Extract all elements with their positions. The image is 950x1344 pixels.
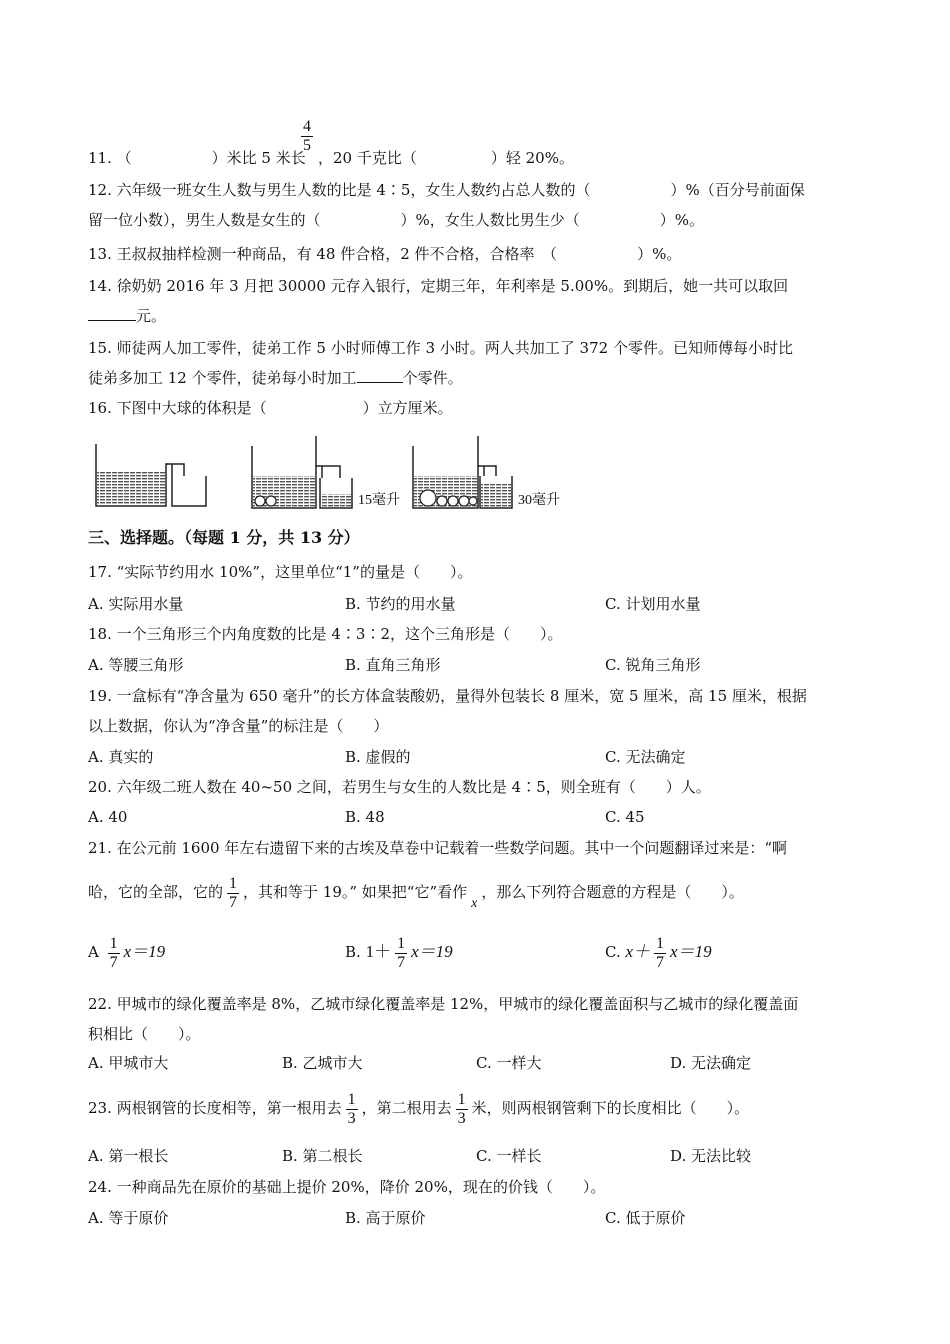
option-c[interactable]: C. 一样大	[476, 1054, 542, 1072]
option-b[interactable]: B. 第二根长	[282, 1147, 363, 1165]
question-20: 20. 六年级二班人数在 40~50 之间，若男生与女生的人数比是 4∶5，则全班有（ ）人。	[88, 778, 711, 796]
option-a[interactable]: A. 甲城市大	[88, 1054, 169, 1072]
option-c[interactable]: C. 无法确定	[605, 748, 686, 766]
question-16: 16. 下图中大球的体积是（ ）立方厘米。	[88, 399, 453, 417]
option-c[interactable]: C. 45	[605, 808, 645, 826]
volume-figure	[88, 436, 588, 516]
option-c[interactable]: C. x＋ $\frac{1}{7}$ x＝19	[605, 934, 712, 971]
fraction-1-3: $\frac{1}{3}$	[347, 1090, 356, 1127]
small-ball	[469, 497, 477, 505]
small-ball	[448, 496, 458, 506]
option-b[interactable]: B. 直角三角形	[345, 656, 441, 674]
question-18: 18. 一个三角形三个内角度数的比是 4∶3∶2，这个三角形是（ ）。	[88, 625, 563, 643]
fraction-1-3: $\frac{1}{3}$	[457, 1090, 466, 1127]
question-19-line-1: 19. 一盒标有“净含量为 650 毫升”的长方体盒装酸奶，量得外包装长 8 厘米，宽 5 厘米，高 15 厘米，根据	[88, 687, 807, 705]
question-15-line-2: 徒弟多加工 12 个零件，徒弟每小时加工 个零件。	[88, 369, 463, 387]
volume-label-30ml: 30毫升	[518, 493, 560, 508]
option-c[interactable]: C. 计划用水量	[605, 595, 701, 613]
option-a[interactable]: A. 等腰三角形	[88, 656, 184, 674]
question-14-line-1: 14. 徐奶奶 2016 年 3 月把 30000 元存入银行，定期三年，年利率是 5.00%。到期后，她一共可以取回	[88, 277, 789, 295]
question-13: 13. 王叔叔抽样检测一种商品，有 48 件合格，2 件不合格，合格率 （ ）%。	[88, 245, 682, 263]
question-21-line-2: 哈，它的全部，它的 $\frac{1}{7}$ ，其和等于 19。” 如果把“它”看作x，那么下列符合题意的方程是（ ）。	[88, 874, 744, 911]
option-b[interactable]: B. 高于原价	[345, 1209, 426, 1227]
option-b[interactable]: B. 48	[345, 808, 385, 826]
volume-label-15ml: 15毫升	[358, 493, 400, 508]
question-15-line-1: 15. 师徒两人加工零件，徒弟工作 5 小时师傅工作 3 小时。两人共加工了 372 个零件。已知师傅每小时比	[88, 339, 793, 357]
container-3	[413, 436, 512, 508]
option-d[interactable]: D. 无法比较	[670, 1147, 752, 1165]
question-23: 23. 两根钢管的长度相等，第一根用去 $\frac{1}{3}$ ，第二根用去 $\frac{1}{3}$ 米，则两根钢管剩下的长度相比（ ）。	[88, 1090, 750, 1127]
answer-blank[interactable]	[88, 320, 136, 321]
option-a[interactable]: A. 第一根长	[88, 1147, 169, 1165]
question-22-line-2: 积相比（ ）。	[88, 1025, 201, 1043]
container-2	[252, 436, 352, 508]
option-b[interactable]: B. 节约的用水量	[345, 595, 456, 613]
option-a[interactable]: A. 40	[88, 808, 128, 826]
container-1	[96, 444, 206, 506]
section-3-heading: 三、选择题。（每题 1 分，共 13 分）	[88, 528, 360, 547]
small-ball	[255, 496, 265, 506]
question-11: 11. （ ）米比 5 米长	[88, 149, 306, 167]
option-a[interactable]: A. 等于原价	[88, 1209, 169, 1227]
option-c[interactable]: C. 锐角三角形	[605, 656, 701, 674]
option-a[interactable]: A $\frac{1}{7}$ x＝19	[88, 934, 166, 971]
option-b[interactable]: B. 虚假的	[345, 748, 411, 766]
fraction-1-7: $\frac{1}{7}$	[229, 874, 238, 911]
fraction-1-7: $\frac{1}{7}$	[397, 934, 406, 971]
small-ball	[459, 496, 469, 506]
option-a[interactable]: A. 实际用水量	[88, 595, 184, 613]
fraction-4-5: $\frac{4}{5}$	[303, 118, 311, 154]
option-a[interactable]: A. 真实的	[88, 748, 154, 766]
question-22-line-1: 22. 甲城市的绿化覆盖率是 8%，乙城市绿化覆盖率是 12%，甲城市的绿化覆盖面积与乙城市的绿化覆盖面	[88, 995, 799, 1013]
option-b[interactable]: B. 1＋ $\frac{1}{7}$ x＝19	[345, 934, 453, 971]
small-ball	[266, 496, 276, 506]
small-ball	[437, 496, 447, 506]
question-12-line-2: 留一位小数），男生人数是女生的（ ）%，女生人数比男生少（ ）%。	[88, 211, 705, 229]
option-c[interactable]: C. 低于原价	[605, 1209, 686, 1227]
question-12-line-1: 12. 六年级一班女生人数与男生人数的比是 4∶5，女生人数约占总人数的（ ）%（百分号前面保	[88, 181, 805, 199]
option-d[interactable]: D. 无法确定	[670, 1054, 752, 1072]
question-19-line-2: 以上数据，你认为“净含量”的标注是（ ）	[88, 717, 389, 735]
fraction-1-7: $\frac{1}{7}$	[656, 934, 665, 971]
big-ball	[420, 490, 436, 506]
answer-blank[interactable]	[357, 382, 403, 383]
question-14-line-2: 元。	[88, 306, 166, 326]
fraction-1-7: $\frac{1}{7}$	[109, 934, 118, 971]
question-21-line-1: 21. 在公元前 1600 年左右遗留下来的古埃及草卷中记载着一些数学问题。其中一个问题翻译过来是：“啊	[88, 839, 788, 857]
option-b[interactable]: B. 乙城市大	[282, 1054, 363, 1072]
option-c[interactable]: C. 一样长	[476, 1147, 542, 1165]
question-17: 17. “实际节约用水 10%”，这里单位“1”的量是（ ）。	[88, 563, 473, 581]
question-24: 24. 一种商品先在原价的基础上提价 20%，降价 20%，现在的价钱（ ）。	[88, 1178, 606, 1196]
question-11-tail: ，20 千克比（ ）轻 20%。	[318, 149, 574, 167]
